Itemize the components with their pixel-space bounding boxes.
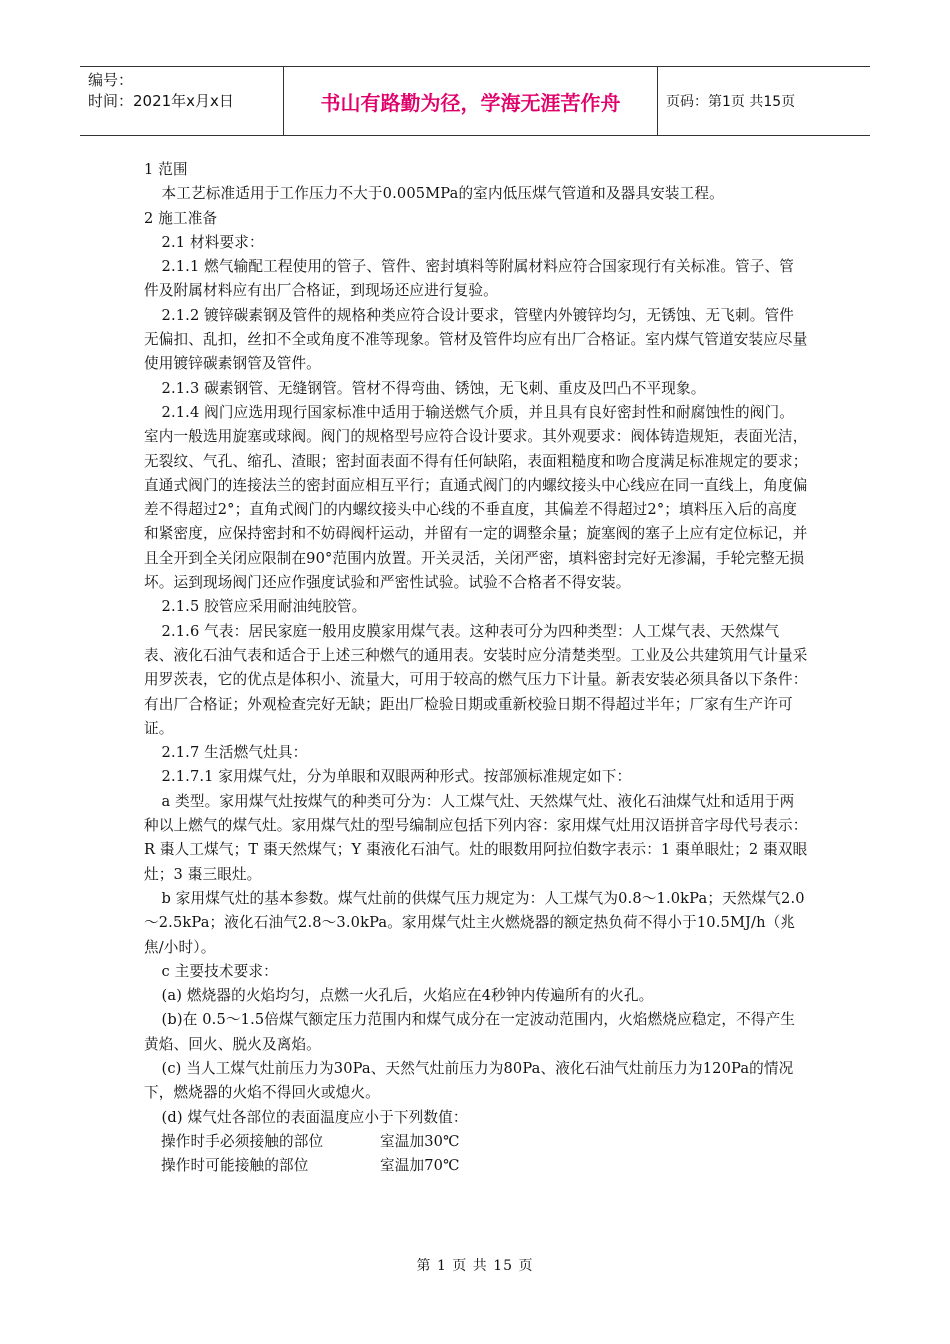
paragraph: (c) 当人工煤气灶前压力为30Pa、天然气灶前压力为80Pa、液化石油气灶前压力为120Pa的情况下，燃烧器的火焰不得回火或熄火。 bbox=[144, 1059, 794, 1102]
header-meta bbox=[80, 67, 284, 135]
temperature-row bbox=[144, 1154, 808, 1178]
subsection-heading: 2.1 材料要求： bbox=[161, 233, 264, 251]
paragraph: 2.1.7.1 家用煤气灶，分为单眼和双眼两种形式。按部颁标准规定如下： bbox=[161, 768, 632, 786]
paragraph: 2.1.4 阀门应选用现行国家标准中适用于输送燃气介质，并且具有良好密封性和耐腐蚀性的阀门。室内一般选用旋塞或球阀。阀门的规格型号应符合设计要求。其外观要求：阀体铸造规矩，表面光洁，无裂纹、气孔、缩孔、渣眼；密封面表面不得有任何缺陷，表面粗糙度和吻合度满足标准规定的要求；直通式阀门的连接法兰的密封面应相互平行；直通式阀门的内螺纹接头中心线应在同一直线上，角度偏差不得超过2°；直角式阀门的内螺纹接头中心线的不垂直度，其偏差不得超过2°；填料压入后的高度和紧密度，应保持密封和不妨碍阀杆运动，并留有一定的调整余量；旋塞阀的塞子上应有定位标记，并且全开到全关闭应限制在90°范围内放置。开关灵活，关闭严密，填料密封完好无渗漏，手轮完整无损坏。运到现场阀门还应作强度试验和严密性试验。试验不合格者不得安装。 bbox=[144, 403, 808, 592]
number-label: 编号： bbox=[88, 71, 134, 89]
temperature-row bbox=[144, 1130, 808, 1154]
row-label: 操作时手必须接触的部位 bbox=[161, 1132, 324, 1150]
paragraph: (d) 煤气灶各部位的表面温度应小于下列数值： bbox=[161, 1108, 468, 1126]
row-value: 室温加30℃ bbox=[380, 1132, 460, 1150]
paragraph: 本工艺标准适用于工作压力不大于0.005MPa的室内低压煤气管道和及器具安装工程。 bbox=[161, 185, 724, 203]
paragraph: 2.1.1 燃气输配工程使用的管子、管件、密封填料等附属材料应符合国家现行有关标准。管子、管件及附属材料应有出厂合格证，到现场还应进行复验。 bbox=[144, 258, 794, 300]
paragraph: 2.1.6 气表：居民家庭一般用皮膜家用煤气表。这种表可分为四种类型：人工煤气表、天然煤气表、液化石油气表和适合于上述三种燃气的通用表。安装时应分清楚类型。工业及公共建筑用气计量采用罗茨表，它的优点是体积小、流量大，可用于较高的燃气压力下计量。新表安装必须具备以下条件：有出厂合格证；外观检查完好无缺；距出厂检验日期或重新校验日期不得超过半年；厂家有生产许可证。 bbox=[144, 622, 808, 737]
section-heading: 2 施工准备 bbox=[144, 209, 218, 227]
row-value: 室温加70℃ bbox=[380, 1157, 460, 1175]
section-heading: 1 范围 bbox=[144, 161, 188, 178]
paragraph: c 主要技术要求： bbox=[161, 962, 278, 980]
header-motto: 书山有路勤为径，学海无涯苦作舟 bbox=[284, 67, 658, 135]
paragraph: b 家用煤气灶的基本参数。煤气灶前的供煤气压力规定为：人工煤气为0.8～1.0kPa；天然煤气2.0～2.5kPa；液化石油气2.8～3.0kPa。家用煤气灶主火燃烧器的额定热负荷不得小于10.5MJ/h（兆焦/小时）。 bbox=[144, 889, 805, 956]
subsection-heading: 2.1.7 生活燃气灶具： bbox=[161, 744, 308, 762]
paragraph: 2.1.5 胶管应采用耐油纯胶管。 bbox=[161, 598, 367, 616]
header-page-info: 页码：第1页 共15页 bbox=[666, 94, 796, 110]
paragraph: (a) 燃烧器的火焰均匀，点燃一火孔后，火焰应在4秒钟内传遍所有的火孔。 bbox=[161, 987, 654, 1005]
paragraph: (b)在 0.5～1.5倍煤气额定压力范围内和煤气成分在一定波动范围内，火焰燃烧应稳定，不得产生黄焰、回火、脱火及离焰。 bbox=[144, 1011, 796, 1053]
page-footer: 第 1 页 共 15 页 bbox=[416, 1258, 534, 1274]
document-body bbox=[144, 158, 808, 1178]
paragraph: 2.1.3 碳素钢管、无缝钢管。管材不得弯曲、锈蚀，无飞刺、重皮及凹凸不平现象。 bbox=[161, 379, 706, 397]
paragraph: a 类型。家用煤气灶按煤气的种类可分为：人工煤气灶、天然煤气灶、液化石油煤气灶和适用于两种以上燃气的煤气灶。家用煤气灶的型号编制应包括下列内容：家用煤气灶用汉语拼音字母代号表示：R 棗人工煤气；T 棗天然煤气；Y 棗液化石油气。灶的眼数用阿拉伯数字表示：1 棗单眼灶；2 棗双眼灶；3 棗三眼灶。 bbox=[144, 792, 808, 883]
row-label: 操作时可能接触的部位 bbox=[161, 1157, 309, 1175]
date-label: 时间：2021年x月x日 bbox=[88, 92, 234, 110]
page-header bbox=[80, 66, 870, 136]
paragraph: 2.1.2 镀锌碳素钢及管件的规格种类应符合设计要求，管壁内外镀锌均匀，无锈蚀、无飞刺。管件无偏扣、乱扣，丝扣不全或角度不准等现象。管材及管件均应有出厂合格证。室内煤气管道安装应尽量使用镀锌碳素钢管及管件。 bbox=[144, 306, 808, 373]
